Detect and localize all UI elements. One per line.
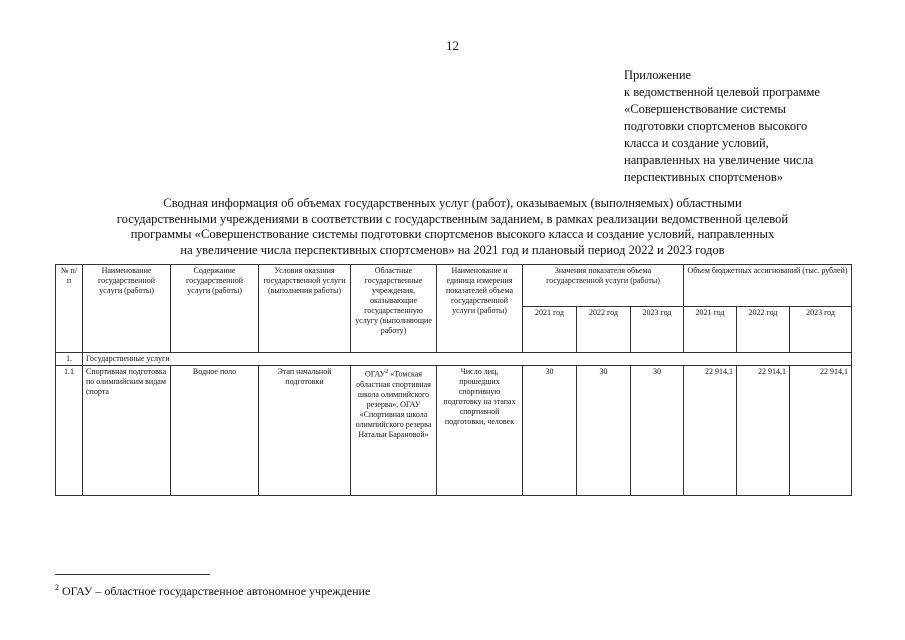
row-value: 30 [523,366,577,496]
row-content: Водное поло [171,366,259,496]
footnote-divider [55,574,210,575]
header-indicator: Наименование и единица измерения показателей объема государственной услуги (работы) [437,265,523,353]
header-values-group: Значения показателя объема государственной услуги (работы) [523,265,684,307]
row-service-name: Спортивная подготовка по олимпийским видам спорта [83,366,171,496]
title-line: государственными учреждениями в соответствии с государственным заданием, в рамках реализации ведомственной целевой [116,211,789,226]
services-table [55,264,852,496]
row-budget: 22 914,1 [737,366,790,496]
appendix-note [624,67,884,186]
section-row [56,353,852,366]
appendix-line: «Совершенствование системы [624,102,786,116]
header-year: 2021 год [523,307,577,353]
row-num: 1.1 [56,366,83,496]
appendix-line: класса и создание условий, [624,136,769,150]
title-line: программы «Совершенствование системы подготовки спортсменов высокого класса и создание условий, направленных [130,227,775,241]
appendix-line: перспективных спортсменов» [624,170,783,184]
row-value: 30 [631,366,684,496]
header-year: 2022 год [737,307,790,353]
appendix-line: подготовки спортсменов высокого [624,119,808,133]
header-num: № п/п [56,265,83,353]
row-budget: 22 914,1 [790,366,852,496]
header-year: 2023 год [790,307,852,353]
appendix-line: направленных на увеличение числа [624,153,814,167]
footnote-text: ОГАУ – областное государственное автономное учреждение [59,584,371,598]
section-num: 1. [56,353,83,366]
footnote-number: 2 [55,583,59,592]
document-title [40,196,865,258]
title-line: на увеличение числа перспективных спортсменов» на 2021 год и плановый период 2022 и 2023 годов [180,242,725,257]
institution-prefix: ОГАУ [364,369,386,379]
appendix-line: Приложение [624,68,692,82]
header-content: Содержание государственной услуги (работы) [171,265,259,353]
row-conditions: Этап начальной подготовки [259,366,351,496]
row-value: 30 [577,366,631,496]
title-line: Сводная информация об объемах государственных услуг (работ), оказываемых (выполняемых) областными [163,196,742,210]
header-budget-group: Объем бюджетных ассигнований (тыс. рублей) [684,265,852,307]
header-service-name: Наименование государственной услуги (работы) [83,265,171,353]
header-year: 2022 год [577,307,631,353]
row-budget: 22 914,1 [684,366,737,496]
institution-rest: «Томская областная спортивная школа олимпийского резерва», ОГАУ «Спортивная школа олимпийского резерва Натальи Барановой» [355,369,432,439]
row-indicator: Число лиц, прошедших спортивную подготовку на этапах спортивной подготовки, человек [437,366,523,496]
header-year: 2023 год [631,307,684,353]
header-year: 2021 год [684,307,737,353]
header-conditions: Условия оказания государственной услуги (выполнения работы) [259,265,351,353]
header-institutions: Областные государственные учреждения, оказывающие государственную услугу (выполняющие работу) [351,265,437,353]
page-number: 12 [446,38,459,53]
footnote [55,583,370,599]
row-institutions [351,366,437,496]
footnote-mark: 2 [385,369,389,375]
section-label: Государственные услуги [83,353,852,366]
appendix-line: к ведомственной целевой программе [624,85,820,99]
table-row [56,366,852,496]
